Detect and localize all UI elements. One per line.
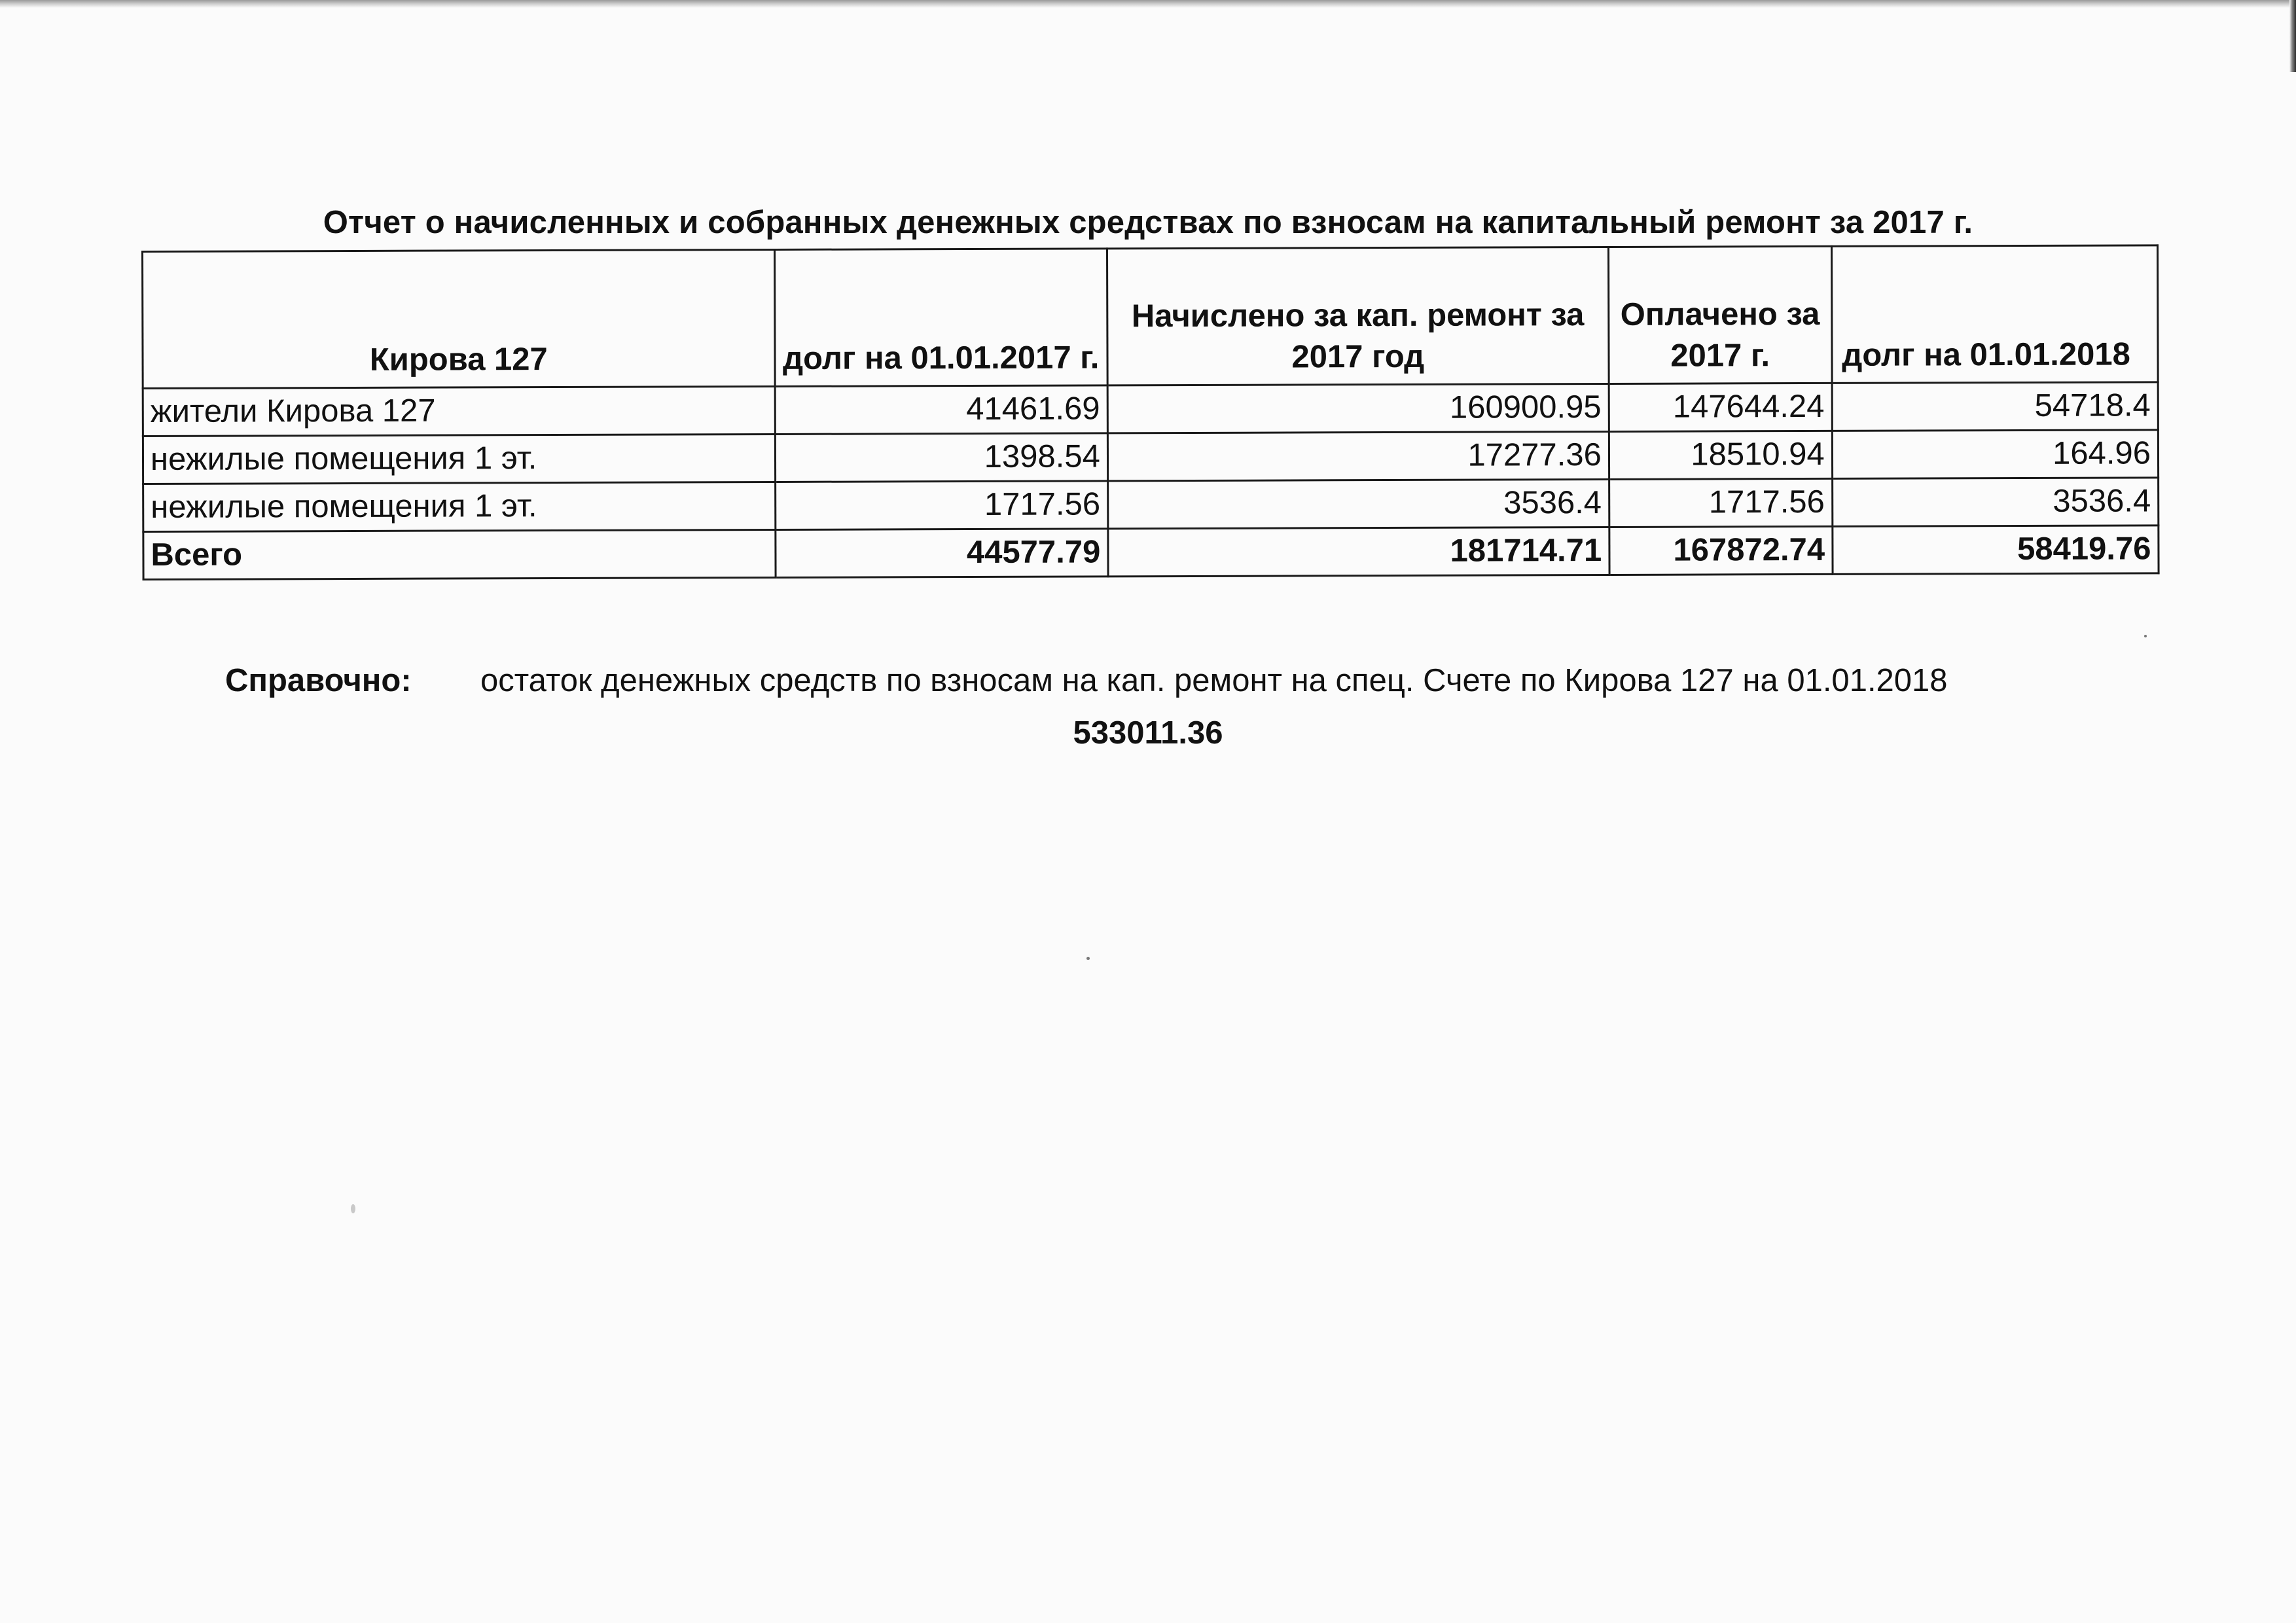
scan-speck	[2144, 635, 2147, 637]
row-label: жители Кирова 127	[143, 386, 775, 436]
table-row	[143, 382, 2158, 437]
cell-debt-end: 164.96	[1832, 430, 2159, 479]
row-label: нежилые помещения 1 эт.	[143, 482, 776, 531]
reference-note	[225, 662, 1948, 699]
cell-charged: 17277.36	[1107, 431, 1609, 480]
total-charged: 181714.71	[1108, 527, 1609, 576]
header-debt-end: долг на 01.01.2018	[1831, 245, 2158, 383]
cell-paid: 1717.56	[1609, 478, 1832, 527]
table-row	[143, 430, 2158, 484]
header-paid: Оплачено за 2017 г.	[1608, 246, 1832, 383]
header-address: Кирова 127	[143, 249, 775, 388]
cell-charged: 3536.4	[1107, 479, 1609, 528]
reference-label: Справочно:	[225, 663, 412, 698]
table-row	[143, 478, 2159, 532]
cell-debt-start: 1398.54	[775, 433, 1108, 482]
total-debt-start: 44577.79	[775, 529, 1108, 578]
table-header-row	[143, 245, 2159, 389]
cell-paid: 18510.94	[1609, 431, 1832, 479]
header-debt-start: долг на 01.01.2017 г.	[774, 249, 1107, 387]
cell-paid: 147644.24	[1609, 383, 1832, 431]
cell-debt-end: 54718.4	[1832, 382, 2159, 431]
header-charged: Начислено за кап. ремонт за 2017 год	[1107, 247, 1609, 385]
cell-debt-start: 41461.69	[775, 385, 1108, 435]
row-label: нежилые помещения 1 эт.	[143, 434, 775, 484]
total-paid: 167872.74	[1609, 526, 1833, 575]
scan-edge-right	[2289, 0, 2296, 72]
cell-debt-start: 1717.56	[775, 481, 1108, 530]
total-debt-end: 58419.76	[1833, 526, 2159, 575]
scan-speck	[351, 1204, 355, 1213]
table-total-row	[143, 526, 2159, 580]
report-title: Отчет о начисленных и собранных денежных средствах по взносам на капитальный ремонт за 2017 г.	[323, 205, 1973, 240]
scan-speck	[1086, 957, 1090, 960]
total-label: Всего	[143, 529, 776, 579]
cell-debt-end: 3536.4	[1832, 478, 2159, 527]
reference-amount: 533011.36	[1073, 715, 1223, 751]
report-table	[141, 244, 2160, 580]
reference-text: остаток денежных средств по взносам на кап. ремонт на спец. Счете по Кирова 127 на 01.01.2018	[480, 663, 1948, 698]
cell-charged: 160900.95	[1107, 383, 1609, 433]
scan-edge-top	[0, 0, 2296, 8]
